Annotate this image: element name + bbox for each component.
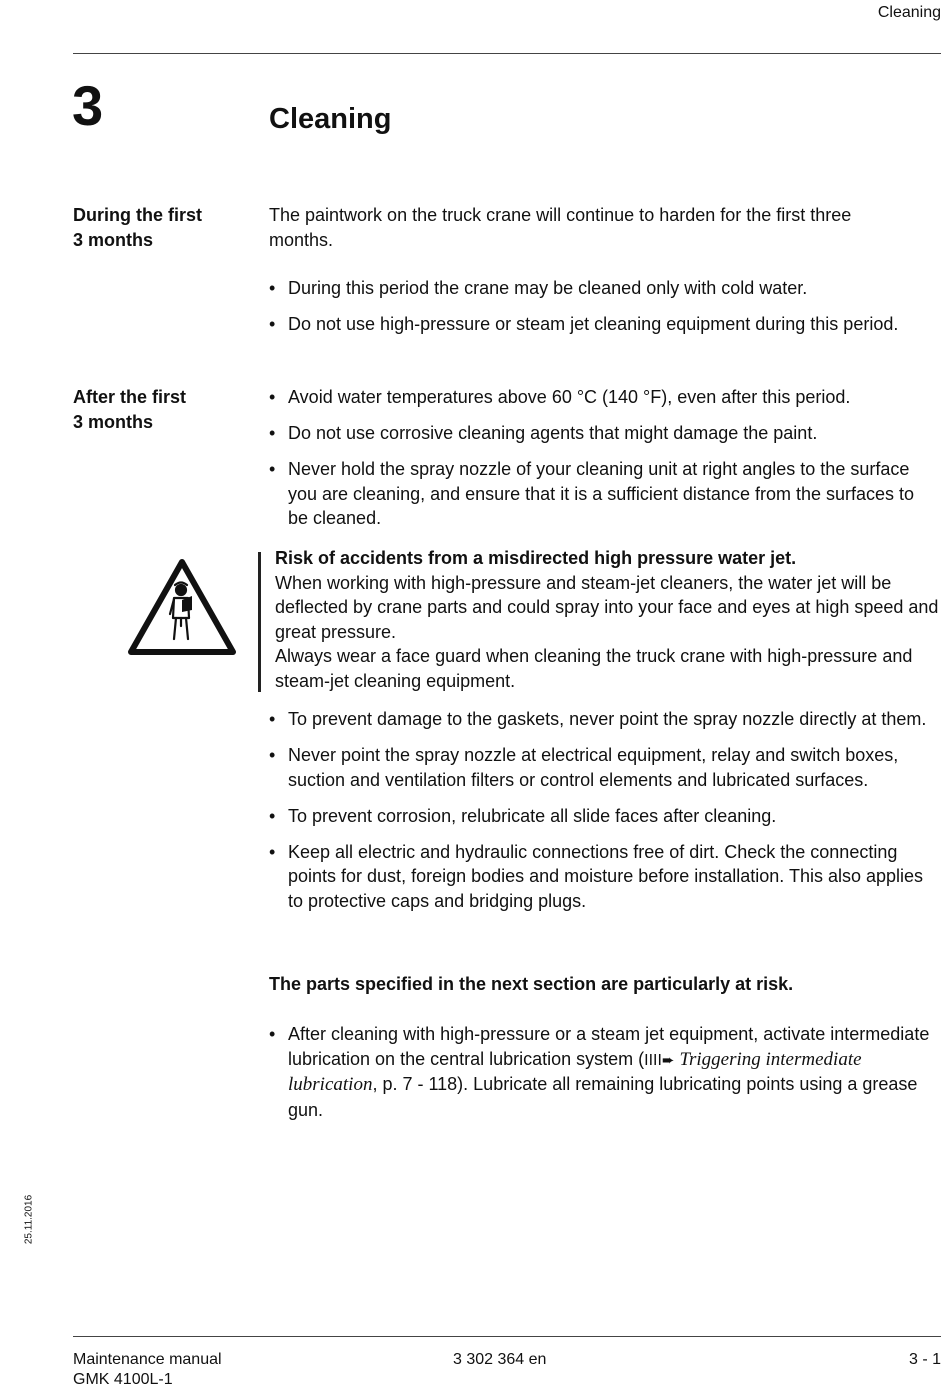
- list-item: • Do not use corrosive cleaning agents that might damage the paint.: [269, 421, 939, 446]
- intro-paragraph: The paintwork on the truck crane will continue to harden for the first three months.: [269, 205, 852, 250]
- at-risk-note: The parts specified in the next section are particularly at risk.: [269, 974, 794, 994]
- warning-body-1: When working with high-pressure and steam-jet cleaners, the water jet will be deflected by crane parts and could spray into your face and eyes at high speed and great pressure.: [275, 572, 939, 642]
- list-item: • Avoid water temperatures above 60 °C (140 °F), even after this period.: [269, 385, 939, 410]
- xref-arrow-icon: IIII➨: [644, 1050, 675, 1069]
- list-item: • Do not use high-pressure or steam jet cleaning equipment during this period.: [269, 312, 939, 337]
- cross-reference-link[interactable]: Triggering intermediate lubrication: [288, 1048, 862, 1095]
- first-months-bullets: [269, 276, 939, 348]
- footer-model: GMK 4100L-1: [73, 1371, 173, 1388]
- footer-manual: [73, 1350, 222, 1390]
- list-item: • Keep all electric and hydraulic connections free of dirt. Check the connecting points for dust, foreign bodies and moisture before installation. This also applies to protective caps and bridging plugs.: [269, 840, 939, 914]
- footer-rule: [73, 1336, 941, 1337]
- page-number: 3 - 1: [908, 1351, 941, 1368]
- header-rule: [73, 53, 941, 54]
- list-item: • Never hold the spray nozzle of your cleaning unit at right angles to the surface you are cleaning, and ensure that it is a sufficient distance from the surfaces to be cleaned.: [269, 457, 939, 531]
- final-text-before: After cleaning with high-pressure or a steam jet equipment, activate intermediate lubrication on the central lubrication system (: [288, 1024, 930, 1069]
- post-warning-bullets: [269, 707, 939, 925]
- warning-body-2: Always wear a face guard when cleaning the truck crane with high-pressure and steam-jet cleaning equipment.: [275, 646, 913, 691]
- list-item: • To prevent corrosion, relubricate all slide faces after cleaning.: [269, 804, 939, 829]
- warning-person-triangle-icon: [126, 556, 238, 658]
- chapter-title: Cleaning: [269, 103, 392, 135]
- chapter-number: 3: [72, 74, 104, 137]
- after-months-bullets: [269, 385, 939, 542]
- warning-text: [275, 546, 945, 693]
- warning-bar: [258, 552, 261, 692]
- side-label-after-months: After the first 3 months: [73, 387, 187, 432]
- footer-manual-title: Maintenance manual: [73, 1351, 222, 1368]
- document-date: 25.11.2016: [23, 1194, 35, 1245]
- list-item: • Never point the spray nozzle at electrical equipment, relay and switch boxes, suction and ventilation filters or control elements and lubricated surfaces.: [269, 743, 939, 792]
- list-item: • During this period the crane may be cleaned only with cold water.: [269, 276, 939, 301]
- side-label-first-months: During the first 3 months: [73, 205, 202, 250]
- list-item: [269, 1022, 939, 1122]
- warning-title: Risk of accidents from a misdirected high pressure water jet.: [275, 548, 797, 568]
- footer-doc-number: 3 302 364 en: [453, 1351, 547, 1368]
- final-bullets: [269, 1022, 939, 1134]
- running-header: Cleaning: [877, 4, 941, 21]
- final-text-after: , p. 7 - 118). Lubricate all remaining lubricating points using a grease gun.: [288, 1074, 918, 1120]
- list-item: • To prevent damage to the gaskets, never point the spray nozzle directly at them.: [269, 707, 939, 732]
